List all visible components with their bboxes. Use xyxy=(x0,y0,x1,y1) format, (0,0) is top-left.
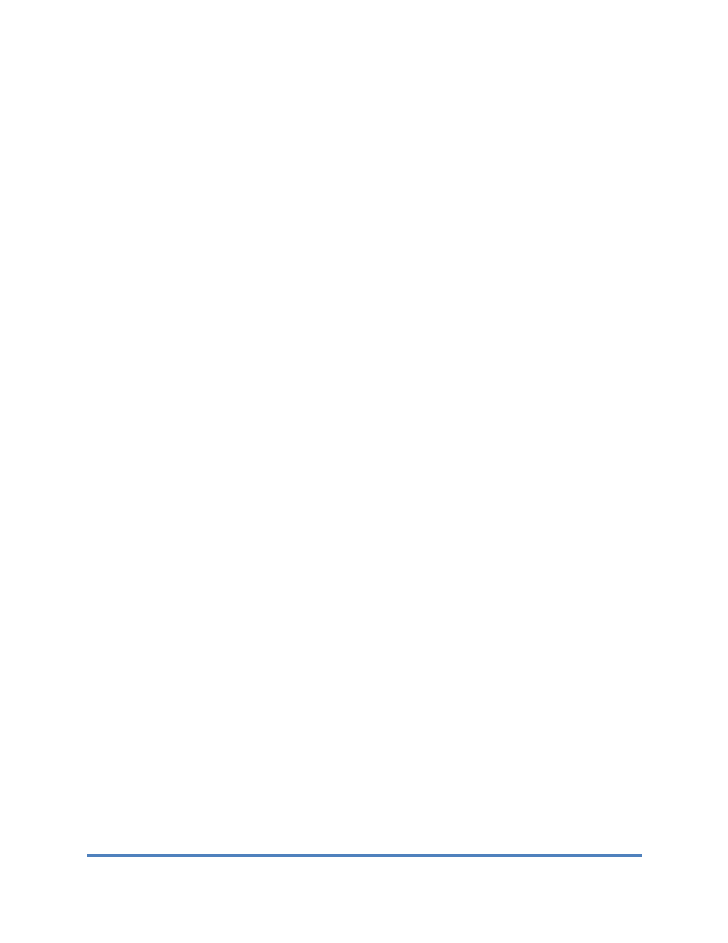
document-body xyxy=(87,84,643,99)
footer-rule xyxy=(87,854,642,857)
